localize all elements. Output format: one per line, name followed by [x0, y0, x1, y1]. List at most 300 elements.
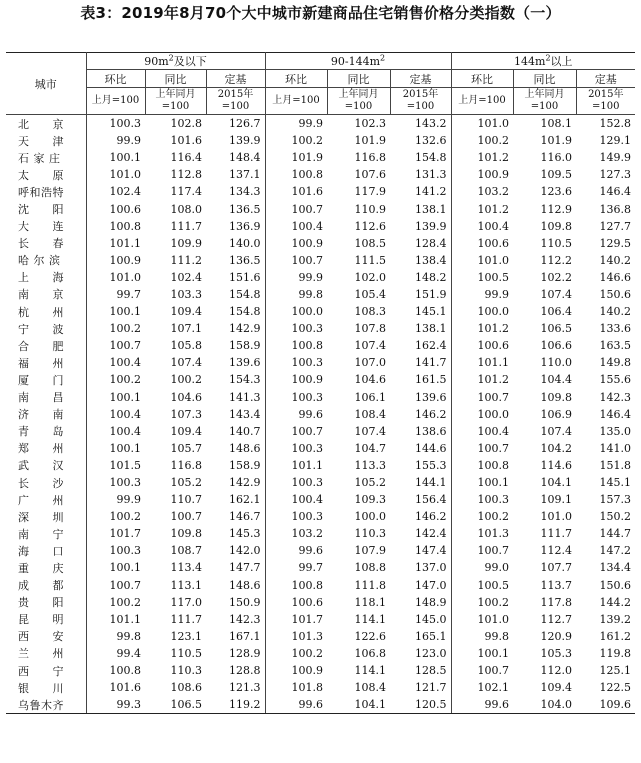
tongbi-value-cell: 105.2 — [354, 476, 387, 490]
dingji-value-cell: 134.3 — [206, 183, 265, 200]
dingji-value-cell: 136.9 — [206, 218, 265, 235]
huanbi-value-cell: 100.7 — [477, 441, 510, 455]
city-name-cell: 长 春 — [6, 235, 86, 252]
dingji-value-cell: 151.6 — [206, 269, 265, 286]
huanbi-value-cell: 103.2 — [477, 185, 510, 199]
tongbi-value-cell: 109.9 — [170, 236, 202, 250]
subheader-tongbi: 同比 — [327, 70, 390, 88]
tongbi-value-cell: 109.8 — [170, 527, 202, 541]
huanbi-value-cell: 100.3 — [291, 322, 324, 336]
huanbi-value-cell: 100.0 — [291, 305, 324, 319]
tongbi-value-cell: 106.8 — [354, 646, 387, 660]
dingji-value-cell: 150.9 — [206, 594, 265, 611]
table-row — [6, 354, 635, 371]
tongbi-value-cell: 110.5 — [170, 646, 202, 660]
dingji-value-cell: 154.8 — [206, 303, 265, 320]
dingji-value-cell: 143.2 — [390, 115, 451, 133]
huanbi-value-cell: 100.1 — [109, 441, 141, 455]
page-title: 表3：2019年8月70个大中城市新建商品住宅销售价格分类指数（一） — [80, 4, 561, 22]
table-row — [6, 696, 635, 714]
tongbi-value-cell: 109.8 — [540, 219, 573, 233]
huanbi-value-cell: 100.8 — [291, 578, 324, 592]
tongbi-value-cell: 112.8 — [170, 168, 202, 182]
tongbi-value-cell: 105.4 — [354, 287, 387, 301]
huanbi-value-cell: 100.9 — [109, 253, 141, 267]
dingji-value-cell: 152.8 — [599, 117, 632, 131]
tongbi-value-cell: 105.7 — [170, 441, 202, 455]
tongbi-value-cell: 113.7 — [540, 578, 573, 592]
city-name-cell: 杭 州 — [6, 303, 86, 320]
dingji-value-cell: 129.1 — [599, 134, 632, 148]
city-name-cell: 昆 明 — [6, 611, 86, 628]
dingji-value-cell: 126.7 — [206, 115, 265, 133]
tongbi-value-cell: 111.7 — [170, 612, 202, 626]
huanbi-value-cell: 100.2 — [109, 322, 141, 336]
dingji-value-cell: 147.7 — [206, 559, 265, 576]
subheader-huanbi: 环比 — [265, 70, 327, 88]
city-name-cell: 青 岛 — [6, 423, 86, 440]
tongbi-value-cell: 112.6 — [354, 219, 387, 233]
tongbi-value-cell: 113.4 — [170, 561, 202, 575]
huanbi-value-cell: 99.6 — [298, 407, 324, 421]
table-row — [6, 628, 635, 645]
tongbi-value-cell: 105.8 — [170, 339, 202, 353]
tongbi-value-cell: 117.0 — [170, 595, 202, 609]
dingji-value-cell: 121.7 — [390, 679, 451, 696]
city-name-cell: 合 肥 — [6, 337, 86, 354]
huanbi-value-cell: 99.8 — [116, 629, 141, 643]
huanbi-value-cell: 100.7 — [109, 339, 141, 353]
tongbi-value-cell: 107.4 — [354, 424, 387, 438]
huanbi-value-cell: 102.1 — [477, 681, 510, 695]
dingji-value-cell: 148.9 — [390, 594, 451, 611]
huanbi-value-cell: 99.7 — [116, 287, 141, 301]
tongbi-value-cell: 104.4 — [540, 373, 573, 387]
tongbi-value-cell: 117.8 — [540, 595, 573, 609]
huanbi-value-cell: 100.2 — [291, 134, 324, 148]
tongbi-value-cell: 106.4 — [540, 305, 573, 319]
tongbi-value-cell: 109.4 — [170, 305, 202, 319]
dingji-value-cell: 138.6 — [390, 423, 451, 440]
tongbi-value-cell: 102.0 — [354, 270, 387, 284]
tongbi-value-cell: 122.6 — [354, 629, 387, 643]
table-row — [6, 269, 635, 286]
huanbi-value-cell: 100.1 — [477, 646, 510, 660]
dingji-value-cell: 163.5 — [599, 339, 632, 353]
dingji-value-cell: 148.2 — [390, 269, 451, 286]
tongbi-value-cell: 109.4 — [540, 681, 573, 695]
dingji-value-cell: 144.2 — [599, 595, 632, 609]
huanbi-value-cell: 100.2 — [109, 510, 141, 524]
city-name-cell: 沈 阳 — [6, 200, 86, 217]
table-row — [6, 491, 635, 508]
huanbi-value-cell: 101.2 — [477, 202, 510, 216]
tongbi-value-cell: 108.7 — [170, 544, 202, 558]
dingji-value-cell: 132.6 — [390, 132, 451, 149]
huanbi-value-cell: 102.4 — [109, 185, 141, 199]
dingji-value-cell: 150.6 — [599, 578, 632, 592]
huanbi-value-cell: 100.1 — [109, 390, 141, 404]
huanbi-value-cell: 101.3 — [477, 527, 510, 541]
dingji-value-cell: 157.3 — [599, 493, 632, 507]
city-name-cell: 天 津 — [6, 132, 86, 149]
huanbi-value-cell: 99.9 — [116, 493, 141, 507]
dingji-value-cell: 150.2 — [599, 510, 632, 524]
huanbi-value-cell: 100.6 — [477, 236, 510, 250]
tongbi-value-cell: 106.5 — [540, 322, 573, 336]
dingji-value-cell: 147.0 — [390, 577, 451, 594]
huanbi-value-cell: 100.5 — [477, 270, 510, 284]
tongbi-value-cell: 112.0 — [540, 664, 573, 678]
tongbi-value-cell: 100.0 — [354, 510, 387, 524]
huanbi-value-cell: 99.4 — [116, 646, 141, 660]
dingji-value-cell: 142.9 — [206, 320, 265, 337]
dingji-value-cell: 142.4 — [390, 525, 451, 542]
city-name-cell: 南 宁 — [6, 525, 86, 542]
tongbi-value-cell: 107.4 — [540, 424, 573, 438]
dingji-value-cell: 154.8 — [390, 149, 451, 166]
tongbi-value-cell: 106.9 — [540, 407, 573, 421]
base-huanbi: 上月=100 — [86, 88, 145, 115]
tongbi-value-cell: 107.4 — [170, 356, 202, 370]
subheader-row — [6, 70, 635, 88]
dingji-value-cell: 148.6 — [206, 577, 265, 594]
huanbi-value-cell: 101.8 — [291, 681, 324, 695]
tongbi-value-cell: 102.3 — [354, 117, 387, 131]
dingji-value-cell: 142.9 — [206, 474, 265, 491]
table-row — [6, 559, 635, 576]
tongbi-value-cell: 107.8 — [354, 322, 387, 336]
huanbi-value-cell: 99.8 — [298, 287, 324, 301]
tongbi-value-cell: 113.1 — [170, 578, 202, 592]
huanbi-value-cell: 100.2 — [109, 595, 141, 609]
tongbi-value-cell: 107.6 — [354, 168, 387, 182]
tongbi-value-cell: 116.4 — [170, 151, 202, 165]
dingji-value-cell: 145.1 — [390, 303, 451, 320]
dingji-value-cell: 158.9 — [206, 337, 265, 354]
huanbi-value-cell: 101.1 — [109, 612, 141, 626]
base-huanbi: 上月=100 — [451, 88, 513, 115]
tongbi-value-cell: 117.9 — [354, 185, 387, 199]
huanbi-value-cell: 100.3 — [109, 117, 141, 131]
huanbi-value-cell: 100.6 — [291, 595, 324, 609]
tongbi-value-cell: 101.0 — [540, 510, 573, 524]
dingji-value-cell: 129.5 — [599, 236, 632, 250]
huanbi-value-cell: 101.0 — [109, 270, 141, 284]
city-name-cell: 深 圳 — [6, 508, 86, 525]
tongbi-value-cell: 110.0 — [540, 356, 573, 370]
dingji-value-cell: 136.5 — [206, 252, 265, 269]
tongbi-value-cell: 108.1 — [540, 117, 573, 131]
huanbi-value-cell: 99.6 — [265, 696, 327, 714]
huanbi-value-cell: 100.7 — [109, 578, 141, 592]
huanbi-value-cell: 101.0 — [477, 117, 510, 131]
huanbi-value-cell: 100.4 — [291, 493, 324, 507]
tongbi-value-cell: 108.6 — [170, 681, 202, 695]
tongbi-value-cell: 107.9 — [354, 544, 387, 558]
dingji-value-cell: 161.2 — [599, 629, 632, 643]
dingji-value-cell: 141.3 — [206, 389, 265, 406]
tongbi-value-cell: 116.8 — [170, 458, 202, 472]
tongbi-value-cell: 114.6 — [540, 458, 573, 472]
tongbi-value-cell: 108.3 — [354, 305, 387, 319]
huanbi-value-cell: 100.3 — [291, 390, 324, 404]
huanbi-value-cell: 100.4 — [477, 424, 510, 438]
tongbi-value-cell: 101.9 — [540, 134, 573, 148]
huanbi-value-cell: 103.2 — [291, 527, 324, 541]
tongbi-value-cell: 123.1 — [170, 629, 202, 643]
tongbi-value-cell: 108.8 — [354, 561, 387, 575]
table-row — [6, 200, 635, 217]
city-name-cell: 哈 尔 滨 — [6, 252, 86, 269]
huanbi-value-cell: 100.7 — [291, 202, 324, 216]
tongbi-value-cell: 100.7 — [170, 510, 202, 524]
base-dingji: 2015年=100 — [390, 88, 451, 115]
table-row — [6, 115, 635, 133]
price-index-table — [6, 52, 635, 714]
dingji-value-cell: 149.8 — [599, 356, 632, 370]
huanbi-value-cell: 100.7 — [291, 253, 324, 267]
dingji-value-cell: 143.4 — [206, 406, 265, 423]
huanbi-value-cell: 100.5 — [477, 578, 510, 592]
huanbi-value-cell: 101.5 — [109, 458, 141, 472]
table-row — [6, 218, 635, 235]
table-row — [6, 149, 635, 166]
dingji-value-cell: 121.3 — [206, 679, 265, 696]
subheader-dingji: 定基 — [576, 70, 635, 88]
tongbi-value-cell: 117.4 — [170, 185, 202, 199]
tongbi-value-cell: 111.5 — [354, 253, 387, 267]
tongbi-value-cell: 111.7 — [170, 219, 202, 233]
dingji-value-cell: 127.3 — [599, 168, 632, 182]
huanbi-value-cell: 100.7 — [477, 390, 510, 404]
table-row — [6, 679, 635, 696]
tongbi-value-cell: 109.8 — [540, 390, 573, 404]
huanbi-value-cell: 100.2 — [477, 134, 510, 148]
city-name-cell: 厦 门 — [6, 371, 86, 388]
huanbi-value-cell: 100.3 — [477, 493, 510, 507]
dingji-value-cell: 138.1 — [390, 200, 451, 217]
subheader-tongbi: 同比 — [145, 70, 206, 88]
tongbi-value-cell: 108.4 — [354, 407, 387, 421]
huanbi-value-cell: 100.4 — [477, 219, 510, 233]
city-name-cell: 乌鲁木齐 — [6, 696, 86, 714]
huanbi-value-cell: 101.2 — [477, 322, 510, 336]
city-name-cell: 郑 州 — [6, 440, 86, 457]
dingji-value-cell: 148.6 — [206, 440, 265, 457]
dingji-value-cell: 133.6 — [599, 322, 632, 336]
dingji-value-cell: 161.5 — [390, 371, 451, 388]
tongbi-value-cell: 102.4 — [170, 270, 202, 284]
table-row — [6, 371, 635, 388]
dingji-value-cell: 128.9 — [206, 645, 265, 662]
city-name-cell: 长 沙 — [6, 474, 86, 491]
huanbi-value-cell: 100.1 — [109, 561, 141, 575]
dingji-value-cell: 144.7 — [599, 527, 632, 541]
huanbi-value-cell: 100.4 — [109, 407, 141, 421]
dingji-value-cell: 167.1 — [206, 628, 265, 645]
huanbi-value-cell: 100.2 — [477, 510, 510, 524]
huanbi-value-cell: 100.0 — [477, 407, 510, 421]
huanbi-value-cell: 101.7 — [291, 612, 324, 626]
huanbi-value-cell: 100.3 — [109, 544, 141, 558]
city-name-cell: 呼和浩特 — [6, 183, 86, 200]
city-name-cell: 贵 阳 — [6, 594, 86, 611]
dingji-value-cell: 145.3 — [206, 525, 265, 542]
tongbi-value-cell: 108.0 — [170, 202, 202, 216]
huanbi-value-cell: 99.9 — [298, 270, 324, 284]
table-row — [6, 303, 635, 320]
tongbi-value-cell: 113.3 — [354, 458, 387, 472]
dingji-value-cell: 119.8 — [599, 646, 632, 660]
tongbi-value-cell: 116.8 — [354, 151, 387, 165]
huanbi-value-cell: 100.3 — [291, 356, 324, 370]
city-name-cell: 兰 州 — [6, 645, 86, 662]
table-row — [6, 457, 635, 474]
tongbi-value-cell: 102.2 — [540, 270, 573, 284]
dingji-value-cell: 147.2 — [599, 544, 632, 558]
base-tongbi: 上年同月=100 — [145, 88, 206, 115]
dingji-value-cell: 156.4 — [390, 491, 451, 508]
city-name-cell: 成 都 — [6, 577, 86, 594]
table-row — [6, 166, 635, 183]
huanbi-value-cell: 101.9 — [291, 151, 324, 165]
city-name-cell: 北 京 — [6, 115, 86, 133]
tongbi-value-cell: 109.3 — [354, 493, 387, 507]
huanbi-value-cell: 100.3 — [291, 441, 324, 455]
dingji-value-cell: 146.4 — [599, 407, 632, 421]
tongbi-value-cell: 110.3 — [354, 527, 387, 541]
huanbi-value-cell: 101.0 — [477, 253, 510, 267]
city-name-cell: 南 昌 — [6, 389, 86, 406]
tongbi-value-cell: 106.5 — [145, 696, 206, 714]
city-name-cell: 广 州 — [6, 491, 86, 508]
huanbi-value-cell: 100.1 — [477, 476, 510, 490]
dingji-value-cell: 140.0 — [206, 235, 265, 252]
table-row — [6, 320, 635, 337]
group-header-row — [6, 53, 635, 70]
dingji-value-cell: 155.6 — [599, 373, 632, 387]
huanbi-value-cell: 100.6 — [477, 339, 510, 353]
huanbi-value-cell: 100.7 — [477, 544, 510, 558]
dingji-value-cell: 149.9 — [599, 151, 632, 165]
tongbi-value-cell: 116.0 — [540, 151, 573, 165]
tongbi-value-cell: 109.4 — [170, 424, 202, 438]
dingji-value-cell: 139.9 — [206, 132, 265, 149]
huanbi-value-cell: 99.6 — [298, 544, 324, 558]
group-header-medium: $90-144m^2$ — [265, 53, 451, 70]
city-name-cell: 大 连 — [6, 218, 86, 235]
dingji-value-cell: 141.2 — [390, 183, 451, 200]
tongbi-value-cell: 118.1 — [354, 595, 387, 609]
tongbi-value-cell: 111.2 — [170, 253, 202, 267]
subheader-dingji: 定基 — [390, 70, 451, 88]
huanbi-value-cell: 100.4 — [109, 424, 141, 438]
huanbi-value-cell: 99.9 — [116, 134, 141, 148]
dingji-value-cell: 165.1 — [390, 628, 451, 645]
huanbi-value-cell: 101.3 — [291, 629, 324, 643]
dingji-value-cell: 139.6 — [206, 354, 265, 371]
tongbi-value-cell: 104.6 — [354, 373, 387, 387]
tongbi-value-cell: 110.3 — [170, 664, 202, 678]
tongbi-value-cell: 104.2 — [540, 441, 573, 455]
huanbi-value-cell: 100.9 — [291, 664, 324, 678]
dingji-value-cell: 138.1 — [390, 320, 451, 337]
dingji-value-cell: 151.8 — [599, 458, 632, 472]
huanbi-value-cell: 101.0 — [109, 168, 141, 182]
huanbi-value-cell: 100.8 — [109, 219, 141, 233]
dingji-value-cell: 154.8 — [206, 286, 265, 303]
dingji-value-cell: 146.6 — [599, 270, 632, 284]
dingji-value-cell: 144.6 — [390, 440, 451, 457]
base-dingji: 2015年=100 — [206, 88, 265, 115]
table-row — [6, 611, 635, 628]
tongbi-value-cell: 101.9 — [354, 134, 387, 148]
huanbi-value-cell: 100.4 — [109, 356, 141, 370]
dingji-value-cell: 141.7 — [390, 354, 451, 371]
dingji-value-cell: 136.5 — [206, 200, 265, 217]
dingji-value-cell: 135.0 — [599, 424, 632, 438]
base-tongbi: 上年同月=100 — [513, 88, 576, 115]
city-name-cell: 上 海 — [6, 269, 86, 286]
huanbi-value-cell: 101.7 — [109, 527, 141, 541]
huanbi-value-cell: 100.6 — [109, 202, 141, 216]
city-name-cell: 西 宁 — [6, 662, 86, 679]
subheader-huanbi: 环比 — [451, 70, 513, 88]
dingji-value-cell: 119.2 — [206, 696, 265, 714]
huanbi-value-cell: 101.2 — [477, 373, 510, 387]
table-row — [6, 183, 635, 200]
table-row — [6, 440, 635, 457]
huanbi-value-cell: 101.6 — [109, 681, 141, 695]
tongbi-value-cell: 104.7 — [354, 441, 387, 455]
subheader-tongbi: 同比 — [513, 70, 576, 88]
dingji-value-cell: 134.4 — [599, 561, 632, 575]
tongbi-value-cell: 107.4 — [540, 287, 573, 301]
dingji-value-cell: 128.4 — [390, 235, 451, 252]
huanbi-value-cell: 99.9 — [484, 287, 510, 301]
dingji-value-cell: 122.5 — [599, 681, 632, 695]
huanbi-value-cell: 100.9 — [477, 168, 510, 182]
table-row — [6, 525, 635, 542]
huanbi-value-cell: 100.8 — [291, 339, 324, 353]
tongbi-value-cell: 123.6 — [540, 185, 573, 199]
tongbi-value-cell: 114.1 — [354, 664, 387, 678]
tongbi-value-cell: 102.8 — [170, 117, 202, 131]
huanbi-value-cell: 100.8 — [477, 458, 510, 472]
dingji-value-cell: 151.9 — [390, 286, 451, 303]
city-name-cell: 石 家 庄 — [6, 149, 86, 166]
tongbi-value-cell: 110.9 — [354, 202, 387, 216]
dingji-value-cell: 109.6 — [576, 696, 635, 714]
huanbi-value-cell: 99.9 — [298, 117, 324, 131]
city-column-header: 城市 — [6, 53, 86, 115]
huanbi-value-cell: 101.1 — [109, 236, 141, 250]
dingji-value-cell: 146.2 — [390, 508, 451, 525]
huanbi-value-cell: 100.3 — [291, 510, 324, 524]
dingji-value-cell: 137.0 — [390, 559, 451, 576]
huanbi-value-cell: 100.3 — [109, 476, 141, 490]
tongbi-value-cell: 101.6 — [170, 134, 202, 148]
dingji-value-cell: 123.0 — [390, 645, 451, 662]
dingji-value-cell: 140.2 — [599, 253, 632, 267]
city-name-cell: 太 原 — [6, 166, 86, 183]
table-row — [6, 474, 635, 491]
dingji-value-cell: 162.1 — [206, 491, 265, 508]
base-tongbi: 上年同月=100 — [327, 88, 390, 115]
tongbi-value-cell: 110.5 — [540, 236, 573, 250]
dingji-value-cell: 148.4 — [206, 149, 265, 166]
